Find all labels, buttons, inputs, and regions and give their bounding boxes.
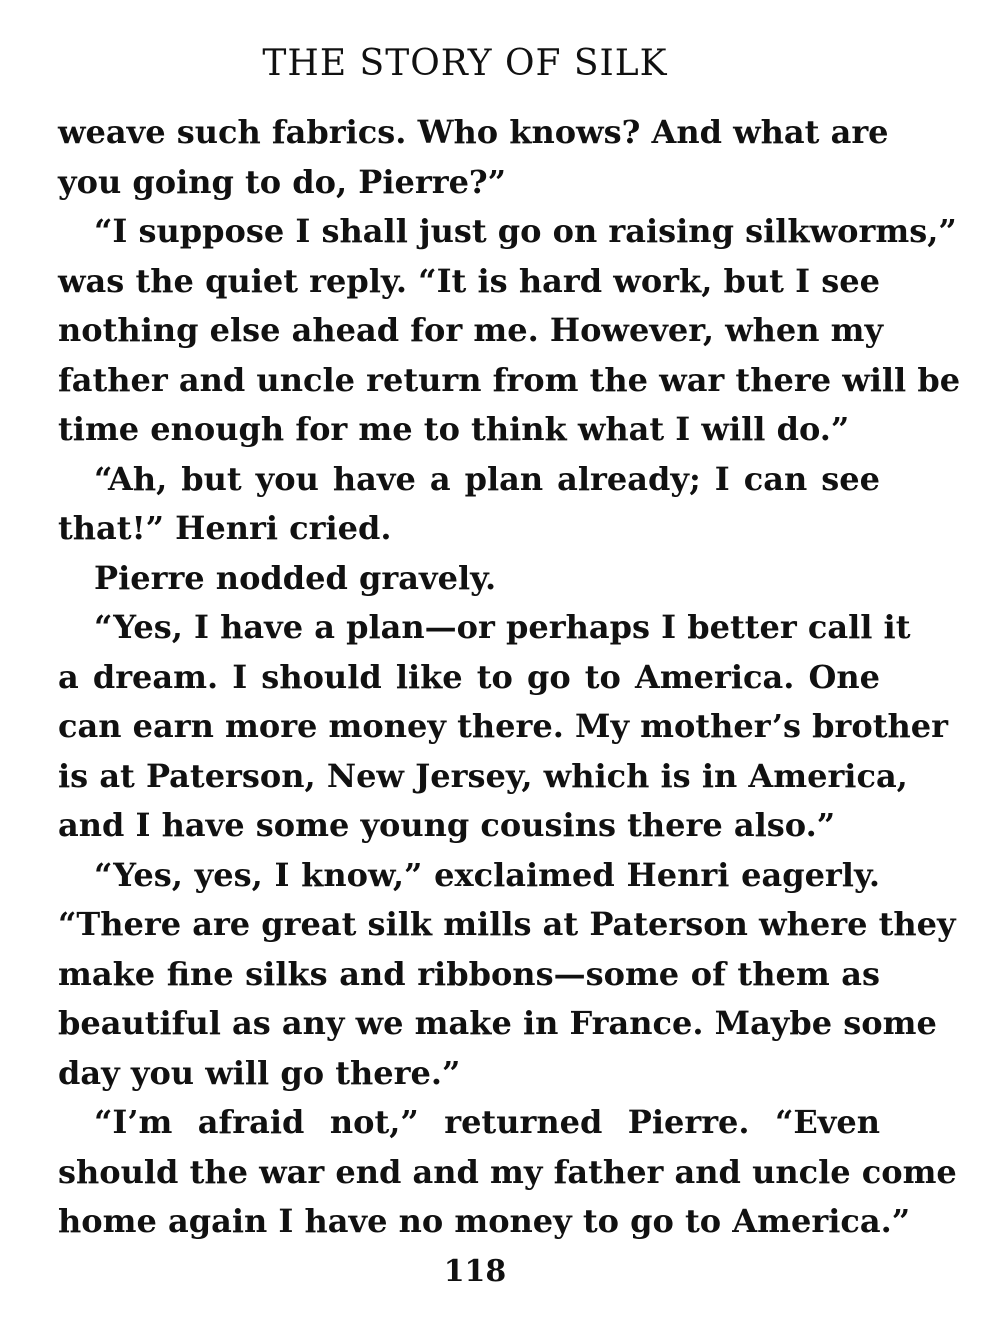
text-line: and I have some young cousins there also.” xyxy=(58,806,836,844)
text-line: day you will go there.” xyxy=(58,1053,461,1092)
text-line: “I suppose I shall just go on raising silkworms,” xyxy=(94,212,957,250)
text-line: nothing else ahead for me. However, when my xyxy=(58,311,884,349)
text-line: that!” Henri cried. xyxy=(58,509,392,547)
text-line: was the quiet reply. “It is hard work, but I see xyxy=(58,261,880,300)
body-text xyxy=(58,108,961,1247)
text-line: time enough for me to think what I will do.” xyxy=(58,410,850,448)
running-head-title: THE STORY OF SILK xyxy=(262,43,668,84)
text-line: home again I have no money to go to America.” xyxy=(58,1202,911,1240)
text-line: should the war end and my father and uncle come xyxy=(58,1152,957,1191)
page-number: 118 xyxy=(443,1254,507,1289)
text-line: Pierre nodded gravely. xyxy=(94,558,497,597)
text-line: “Ah, but you have a plan already; I can see xyxy=(94,459,880,498)
text-line: is at Paterson, New Jersey, which is in America, xyxy=(58,756,908,795)
text-line: “I’m afraid not,” returned Pierre. “Even xyxy=(94,1103,880,1141)
text-line: can earn more money there. My mother’s brother xyxy=(58,707,948,745)
text-line: “Yes, I have a plan—or perhaps I better call it xyxy=(94,608,911,646)
text-line: “There are great silk mills at Paterson where they xyxy=(58,905,956,943)
text-line: a dream. I should like to go to America. One xyxy=(58,657,880,696)
text-line: weave such fabrics. Who knows? And what are xyxy=(58,113,889,151)
text-line: make fine silks and ribbons—some of them as xyxy=(58,954,880,993)
text-line: you going to do, Pierre?” xyxy=(58,162,507,201)
text-line: “Yes, yes, I know,” exclaimed Henri eagerly. xyxy=(94,855,880,894)
text-line: father and uncle return from the war there will be xyxy=(58,360,961,399)
text-line: beautiful as any we make in France. Maybe some xyxy=(58,1004,937,1042)
